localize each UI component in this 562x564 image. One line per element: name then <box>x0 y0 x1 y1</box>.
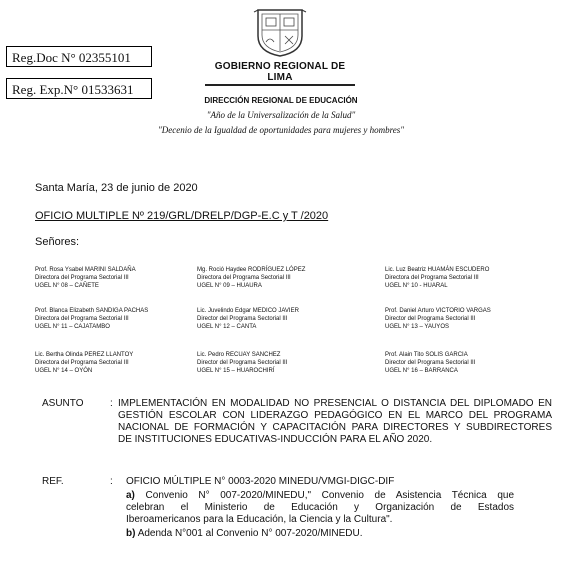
ref-b-text: Adenda N°001 al Convenio N° 007-2020/MINEDU. <box>137 528 363 539</box>
recipient-name: Lic. Luz Beatriz HUAMÁN ESCUDERO <box>385 267 490 273</box>
recipient-ugel: UGEL N° 10 - HUARAL <box>385 283 448 289</box>
motto-year: "Año de la Universalización de la Salud" <box>206 110 356 120</box>
recipient-ugel: UGEL N° 09 – HUAURA <box>197 283 262 289</box>
asunto-line: IMPLEMENTACIÓN EN MODALIDAD NO PRESENCIAL O DISTANCIA DEL DIPLOMADO EN <box>118 398 552 409</box>
date-line: Santa María, 23 de junio de 2020 <box>35 182 198 194</box>
recipient-role: Director del Programa Sectorial III <box>197 360 288 366</box>
recipient-name: Prof. Alain Tito SOLIS GARCIA <box>385 352 468 358</box>
recipient-ugel: UGEL N° 13 – YAUYOS <box>385 324 449 330</box>
recipient-ugel: UGEL N° 08 – CAÑETE <box>35 283 99 289</box>
ref-item-a <box>126 490 514 526</box>
asunto-line: GESTIÓN ESCOLAR CON LIDERAZGO PEDAGÓGICO EN EL MARCO DEL PROGRAMA <box>118 410 552 421</box>
recipient-role: Directora del Programa Sectorial III <box>35 275 129 281</box>
recipient-block <box>35 266 136 290</box>
asunto-line: NACIONAL DE FORMACIÓN Y CAPACITACIÓN PARA DIRECTORES Y SUBDIRECTORES <box>118 422 552 433</box>
recipient-name: Lic. Pedro RECUAY SANCHEZ <box>197 352 281 358</box>
recipient-name: Prof. Daniel Arturo VICTORIO VARGAS <box>385 308 491 314</box>
recipient-role: Director del Programa Sectorial III <box>385 316 476 322</box>
regional-seal-icon <box>252 6 308 58</box>
asunto-line: DE INSTITUCIONES EDUCATIVAS-INDUCCIÓN PARA EL AÑO 2020. <box>118 434 433 445</box>
ref-label: REF. <box>42 476 64 487</box>
reg-exp-box: Reg. Exp.N° 01533631 <box>6 78 152 99</box>
ref-a-marker: a) <box>126 490 135 501</box>
recipient-role: Directora del Programa Sectorial III <box>35 360 129 366</box>
recipient-name: Lic. Bertha Olinda PEREZ LLANTOY <box>35 352 134 358</box>
salutation: Señores: <box>35 236 80 248</box>
recipient-name: Prof. Blanca Elizabeth SANDIGA PACHAS <box>35 308 149 314</box>
recipient-block <box>197 351 287 375</box>
ref-a-line: Convenio N° 007-2020/MINEDU," Convenio de Asistencia Técnica que <box>145 490 515 501</box>
recipient-ugel: UGEL N° 16 – BARRANCA <box>385 368 458 374</box>
recipient-ugel: UGEL N° 14 – OYÓN <box>35 368 93 374</box>
ref-oficio: OFICIO MÚLTIPLE N° 0003-2020 MINEDU/VMGI-DIGC-DIF <box>126 476 395 487</box>
recipient-role: Directora del Programa Sectorial III <box>35 316 129 322</box>
recipient-block <box>35 307 148 331</box>
recipient-role: Director del Programa Sectorial III <box>385 360 476 366</box>
ref-item-b <box>126 528 362 540</box>
recipient-name: Mg. Roció Haydee RODRÍGUEZ LÓPEZ <box>197 267 306 273</box>
recipient-block <box>197 266 305 290</box>
asunto-colon: : <box>110 398 113 409</box>
recipient-ugel: UGEL N° 15 – HUAROCHIRÍ <box>197 368 275 374</box>
recipient-ugel: UGEL N° 12 – CANTA <box>197 324 257 330</box>
ref-a-line: Iberoamericanos para la Educación, la Ciencia y la Cultura". <box>126 514 393 525</box>
recipient-ugel: UGEL N° 11 – CAJATAMBO <box>35 324 110 330</box>
recipient-role: Directora del Programa Sectorial III <box>385 275 479 281</box>
organization-name: GOBIERNO REGIONAL DE LIMA <box>205 61 355 86</box>
recipient-block <box>385 351 475 375</box>
directorate-heading: DIRECCIÓN REGIONAL DE EDUCACIÓN <box>204 96 358 105</box>
ref-b-marker: b) <box>126 528 136 539</box>
recipient-name: Lic. Juvelindo Edgar MEDICO JAVIER <box>197 308 299 314</box>
recipient-name: Prof. Rosa Ysabel MARINI SALDAÑA <box>35 267 136 273</box>
reg-doc-box: Reg.Doc N° 02355101 <box>6 46 152 67</box>
asunto-text <box>118 398 552 446</box>
ref-a-line: celebran el Ministerio de Educación y Organización de Estados <box>126 502 514 513</box>
recipient-role: Directora del Programa Sectorial III <box>197 275 291 281</box>
recipient-block <box>385 266 489 290</box>
asunto-label: ASUNTO <box>42 398 84 409</box>
motto-decade: "Decenio de la Igualdad de oportunidades para mujeres y hombres" <box>157 125 405 135</box>
recipient-block <box>197 307 299 331</box>
recipient-block <box>385 307 491 331</box>
recipient-role: Director del Programa Sectorial III <box>197 316 288 322</box>
recipient-block <box>35 351 133 375</box>
oficio-title: OFICIO MULTIPLE Nº 219/GRL/DRELP/DGP-E.C y T /2020 <box>35 210 329 222</box>
ref-colon: : <box>110 476 113 487</box>
